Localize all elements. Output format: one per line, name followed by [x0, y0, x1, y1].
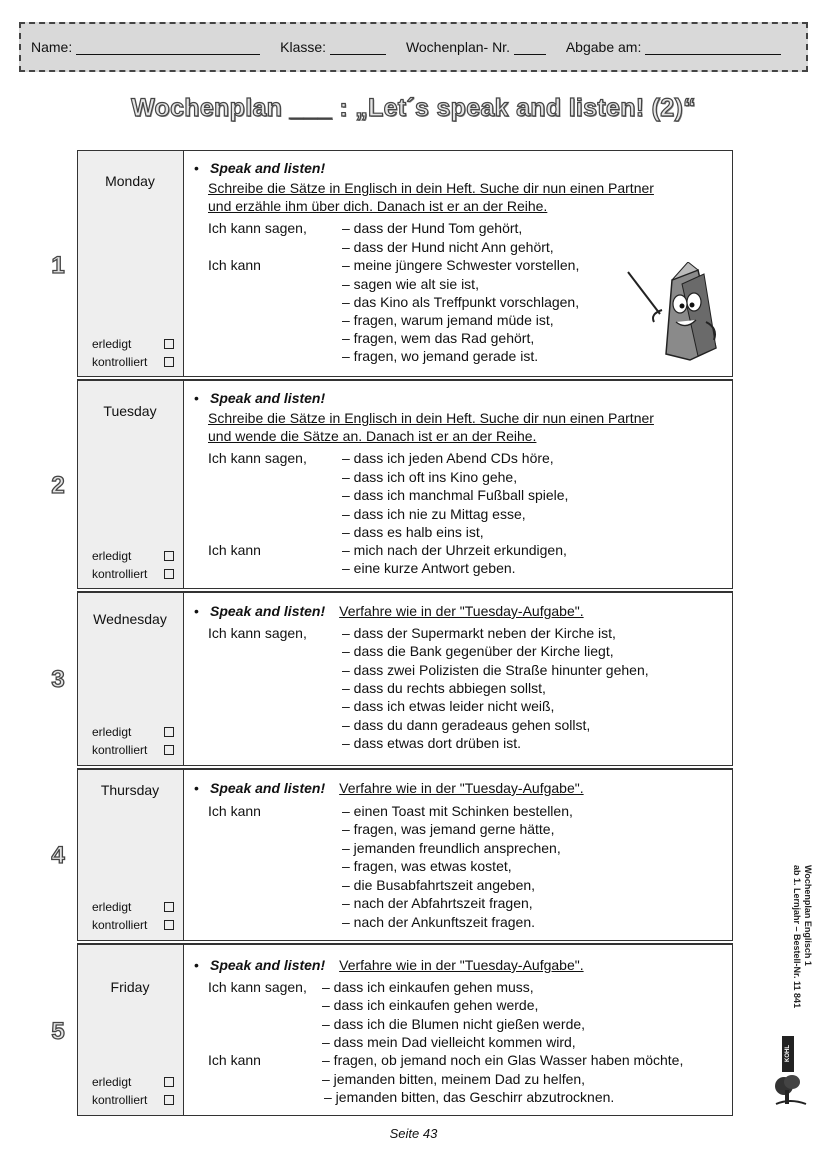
- list-item: – dass du dann geradeaus gehen sollst,: [342, 717, 591, 733]
- list-item: – fragen, warum jemand müde ist,: [342, 312, 554, 328]
- plan-number-field[interactable]: [406, 39, 546, 55]
- task-reference: Verfahre wie in der "Tuesday-Aufgabe".: [339, 780, 584, 796]
- checked-label: kontrolliert: [92, 567, 148, 581]
- list-item: – fragen, ob jemand noch ein Glas Wasser haben möchte,: [322, 1052, 684, 1068]
- list-item: – dass ich manchmal Fußball spiele,: [342, 487, 569, 503]
- pencil-mascot-icon: [620, 262, 720, 362]
- done-checkbox[interactable]: [164, 339, 174, 349]
- task-heading: • Speak and listen! Verfahre wie in der "Tuesday-Aufgabe".: [194, 780, 584, 796]
- list-item: – fragen, wo jemand gerade ist.: [342, 348, 539, 364]
- plan-row-wednesday: [77, 592, 733, 766]
- publisher-text: [791, 865, 813, 1008]
- done-label: erledigt: [92, 337, 132, 351]
- instruction-line: und erzähle ihm über dich. Danach ist er an der Reihe.: [208, 198, 548, 214]
- list-item: – dass der Supermarkt neben der Kirche ist,: [342, 625, 616, 641]
- row-number-2: 2: [51, 472, 65, 499]
- task-reference: Verfahre wie in der "Tuesday-Aufgabe".: [339, 603, 584, 619]
- class-label: Klasse:: [280, 39, 327, 55]
- list-item: – dass zwei Polizisten die Straße hinunter gehen,: [342, 662, 649, 678]
- list-item: – fragen, wem das Rad gehört,: [342, 330, 535, 346]
- task-cell: [184, 381, 732, 589]
- list-item: – meine jüngere Schwester vorstellen,: [342, 257, 580, 273]
- list-item: – dass du rechts abbiegen sollst,: [342, 680, 546, 696]
- list-item: – dass die Bank gegenüber der Kirche liegt,: [342, 643, 614, 659]
- list-item: – sagen wie alt sie ist,: [342, 276, 479, 292]
- checked-checkbox[interactable]: [164, 569, 174, 579]
- day-cell: [78, 770, 184, 940]
- item-label: Ich kann sagen,: [208, 625, 307, 641]
- task-reference: Verfahre wie in der "Tuesday-Aufgabe".: [339, 957, 584, 973]
- list-item: – dass der Hund Tom gehört,: [342, 220, 523, 236]
- list-item: – mich nach der Uhrzeit erkundigen,: [342, 542, 567, 558]
- list-item: – dass ich oft ins Kino gehe,: [342, 469, 518, 485]
- list-item: – jemanden freundlich ansprechen,: [342, 840, 561, 856]
- list-item: – nach der Ankunftszeit fragen.: [342, 914, 536, 930]
- list-item: – das Kino als Treffpunkt vorschlagen,: [342, 294, 580, 310]
- day-name: Friday: [110, 979, 150, 995]
- check-boxes: [92, 547, 174, 583]
- name-field[interactable]: [31, 39, 260, 55]
- list-item: – dass der Hund nicht Ann gehört,: [342, 239, 554, 255]
- day-cell: [78, 945, 184, 1115]
- list-item: – dass ich etwas leider nicht weiß,: [342, 698, 555, 714]
- checked-label: kontrolliert: [92, 918, 148, 932]
- item-label: Ich kann sagen,: [208, 450, 307, 466]
- checked-label: kontrolliert: [92, 1093, 148, 1107]
- check-boxes: [92, 335, 174, 371]
- task-cell: [184, 770, 732, 940]
- plan-row-thursday: [77, 769, 733, 941]
- task-title: Speak and listen!: [210, 160, 326, 176]
- list-item: – jemanden bitten, meinem Dad zu helfen,: [322, 1071, 586, 1087]
- student-info-header: [19, 22, 808, 72]
- done-label: erledigt: [92, 725, 132, 739]
- tree-logo-icon: [772, 1072, 808, 1108]
- task-title: Speak and listen!: [210, 780, 326, 796]
- day-name: Thursday: [100, 782, 160, 798]
- list-item: – dass mein Dad vielleicht kommen wird,: [322, 1034, 576, 1050]
- done-checkbox[interactable]: [164, 551, 174, 561]
- check-boxes: [92, 723, 174, 759]
- day-name: Monday: [105, 173, 155, 189]
- instruction-line: Schreibe die Sätze in Englisch in dein Heft. Suche dir nun einen Partner: [208, 180, 654, 196]
- page-title: Wochenplan ___ : „Let´s speak and listen! (2)“: [131, 94, 696, 122]
- order-number: ab 1. Lernjahr – Bestell-Nr. 11 841: [792, 865, 802, 1009]
- item-label: Ich kann: [208, 542, 261, 558]
- list-item: – dass ich einkaufen gehen muss,: [322, 979, 534, 995]
- class-field[interactable]: [280, 39, 386, 55]
- instruction-line: Schreibe die Sätze in Englisch in dein Heft. Suche dir nun einen Partner: [208, 410, 654, 426]
- day-name: Wednesday: [93, 611, 167, 627]
- check-boxes: [92, 898, 174, 934]
- list-item: – fragen, was jemand gerne hätte,: [342, 821, 555, 837]
- checked-checkbox[interactable]: [164, 920, 174, 930]
- list-item: – eine kurze Antwort geben.: [342, 560, 516, 576]
- checked-checkbox[interactable]: [164, 1095, 174, 1105]
- checked-checkbox[interactable]: [164, 357, 174, 367]
- item-label: Ich kann: [208, 257, 261, 273]
- instruction-line: und wende die Sätze an. Danach ist er an der Reihe.: [208, 428, 537, 444]
- item-label: Ich kann: [208, 1052, 261, 1068]
- series-title: Wochenplan Englisch 1: [803, 865, 813, 966]
- done-label: erledigt: [92, 549, 132, 563]
- task-heading: • Speak and listen! Verfahre wie in der "Tuesday-Aufgabe".: [194, 957, 584, 973]
- plan-number-label: Wochenplan- Nr.: [405, 39, 510, 55]
- item-label: Ich kann sagen,: [208, 979, 307, 995]
- task-heading: • Speak and listen!: [194, 160, 326, 176]
- item-label: Ich kann sagen,: [208, 220, 307, 236]
- task-cell: [184, 593, 732, 765]
- list-item: – dass ich die Blumen nicht gießen werde,: [322, 1016, 586, 1032]
- done-checkbox[interactable]: [164, 727, 174, 737]
- day-name: Tuesday: [103, 403, 157, 419]
- task-cell: [184, 945, 732, 1115]
- name-label: Name:: [31, 39, 73, 55]
- checked-checkbox[interactable]: [164, 745, 174, 755]
- check-boxes: [92, 1073, 174, 1109]
- day-cell: [78, 151, 184, 377]
- task-heading: • Speak and listen!: [194, 390, 326, 406]
- list-item: – dass etwas dort drüben ist.: [342, 735, 521, 751]
- due-date-field[interactable]: [566, 39, 781, 55]
- day-cell: [78, 381, 184, 589]
- plan-row-friday: [77, 944, 733, 1116]
- task-heading: • Speak and listen! Verfahre wie in der "Tuesday-Aufgabe".: [194, 603, 584, 619]
- list-item: – die Busabfahrtszeit angeben,: [342, 877, 536, 893]
- task-title: Speak and listen!: [210, 603, 326, 619]
- plan-row-tuesday: [77, 380, 733, 590]
- task-title: Speak and listen!: [210, 390, 326, 406]
- list-item: – dass es halb eins ist,: [342, 524, 484, 540]
- row-number-5: 5: [51, 1018, 65, 1045]
- item-label: Ich kann: [208, 803, 261, 819]
- done-label: erledigt: [92, 900, 132, 914]
- done-label: erledigt: [92, 1075, 132, 1089]
- list-item: – dass ich jeden Abend CDs höre,: [342, 450, 554, 466]
- publisher-logo: KOHL VERLAG: [782, 1036, 794, 1072]
- checked-label: kontrolliert: [92, 743, 148, 757]
- due-date-label: Abgabe am:: [565, 39, 642, 55]
- list-item: – nach der Abfahrtszeit fragen,: [342, 895, 533, 911]
- row-number-3: 3: [51, 666, 65, 693]
- list-item: – dass ich einkaufen gehen werde,: [322, 997, 539, 1013]
- list-item: – dass ich nie zu Mittag esse,: [342, 506, 526, 522]
- row-number-4: 4: [51, 842, 65, 869]
- row-number-1: 1: [51, 252, 65, 279]
- list-item: – fragen, was etwas kostet,: [342, 858, 512, 874]
- day-cell: [78, 593, 184, 765]
- done-checkbox[interactable]: [164, 1077, 174, 1087]
- task-title: Speak and listen!: [210, 957, 326, 973]
- checked-label: kontrolliert: [92, 355, 148, 369]
- list-item: – jemanden bitten, das Geschirr abzutrocknen.: [324, 1089, 615, 1105]
- page-number: Seite 43: [389, 1126, 438, 1141]
- list-item: – einen Toast mit Schinken bestellen,: [342, 803, 573, 819]
- done-checkbox[interactable]: [164, 902, 174, 912]
